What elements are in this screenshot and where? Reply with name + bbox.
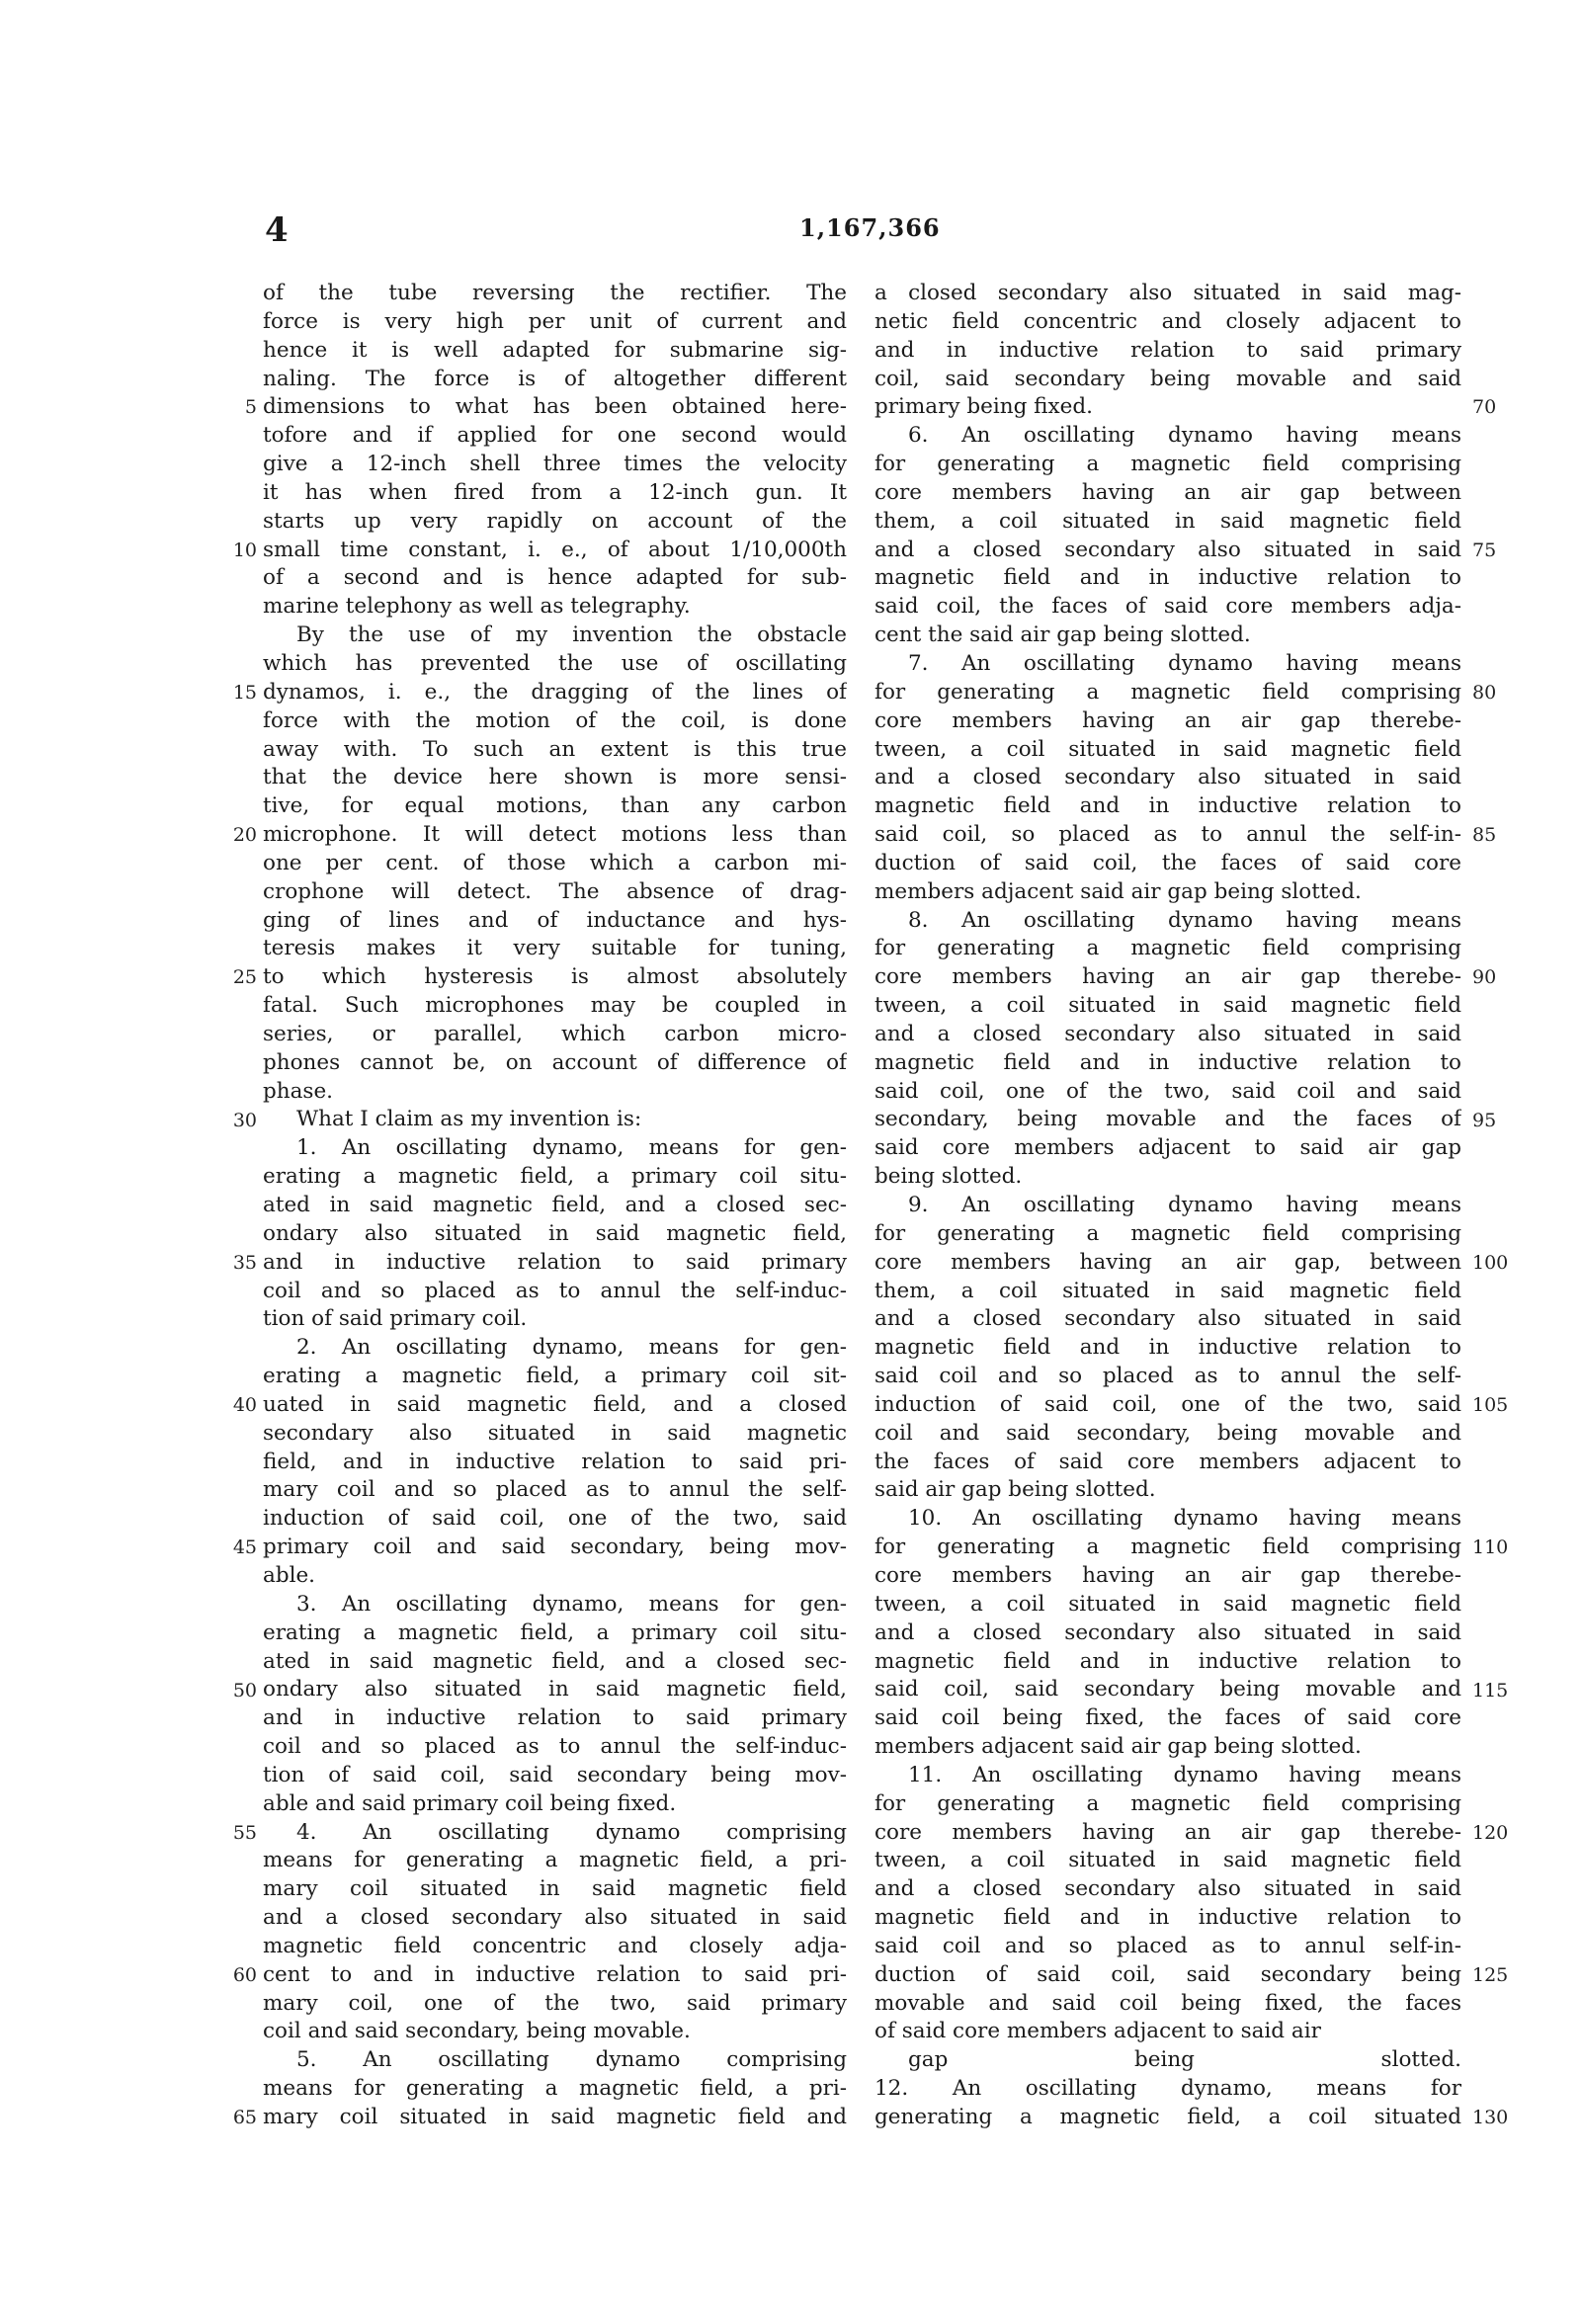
left-text-line: phones cannot be, on account of difference of <box>263 1049 847 1075</box>
left-text-line: secondary also situated in said magnetic <box>263 1420 847 1446</box>
left-text-line: able. <box>263 1562 316 1588</box>
line-number: 20 <box>232 824 257 847</box>
line-number: 110 <box>1472 1536 1509 1559</box>
right-text-line: coil, said secondary being movable and said <box>874 366 1461 391</box>
left-text-line: to which hysteresis is almost absolutely <box>263 964 847 990</box>
line-number: 15 <box>232 681 257 704</box>
line-number: 100 <box>1472 1251 1509 1274</box>
left-text-line: marine telephony as well as telegraphy. <box>263 594 691 620</box>
left-text-line: ondary also situated in said magnetic field, <box>263 1220 847 1246</box>
right-text-line: 7. An oscillating dynamo having means <box>908 650 1461 676</box>
right-text-line: induction of said coil, one of the two, said <box>874 1391 1461 1417</box>
right-text-line: duction of said coil, said secondary being <box>874 1961 1461 1987</box>
left-text-line: erating a magnetic field, a primary coil situ- <box>263 1619 847 1645</box>
left-text-line: force is very high per unit of current and <box>263 308 847 334</box>
left-text-line: phase. <box>263 1078 334 1104</box>
right-text-line: and a closed secondary also situated in said <box>874 1619 1461 1645</box>
right-text-line: 6. An oscillating dynamo having means <box>908 423 1461 449</box>
left-text-line: and in inductive relation to said primary <box>263 1705 847 1731</box>
right-text-line: and a closed secondary also situated in said <box>874 1876 1461 1902</box>
right-text-line: core members having an air gap between <box>874 479 1461 505</box>
left-text-line: means for generating a magnetic field, a pri- <box>263 1848 847 1873</box>
right-text-line: said coil and so placed as to annul the self- <box>874 1364 1461 1389</box>
right-text-line: members adjacent said air gap being slotted. <box>874 878 1362 904</box>
right-text-line: magnetic field and in inductive relation to <box>874 1049 1461 1075</box>
left-text-line: and in inductive relation to said primary <box>263 1249 847 1275</box>
line-number: 115 <box>1472 1679 1509 1702</box>
right-text-line: for generating a magnetic field comprising <box>874 1220 1461 1246</box>
line-number: 10 <box>232 539 257 561</box>
right-text-line: for generating a magnetic field comprising <box>874 452 1461 477</box>
right-text-line: said coil, said secondary being movable and <box>874 1677 1461 1702</box>
left-text-line: starts up very rapidly on account of the <box>263 508 847 534</box>
left-text-line: hence it is well adapted for submarine sig- <box>263 337 847 363</box>
right-text-line: core members having an air gap therebe- <box>874 964 1461 990</box>
right-text-line: core members having an air gap therebe- <box>874 707 1461 733</box>
right-text-line: 12. An oscillating dynamo, means for <box>874 2076 1461 2102</box>
line-number: 50 <box>232 1679 257 1702</box>
line-number: 40 <box>232 1394 257 1417</box>
line-number: 95 <box>1472 1109 1497 1131</box>
left-text-line: of a second and is hence adapted for sub- <box>263 565 847 591</box>
right-text-column <box>874 280 1461 2132</box>
left-text-line: tion of said coil, said secondary being mov- <box>263 1762 847 1787</box>
right-text-line: cent the said air gap being slotted. <box>874 622 1251 648</box>
left-text-line: 5. An oscillating dynamo comprising <box>296 2047 847 2073</box>
left-text-line: able and said primary coil being fixed. <box>263 1790 677 1816</box>
line-number: 80 <box>1472 681 1497 704</box>
right-text-line: them, a coil situated in said magnetic field <box>874 1278 1461 1303</box>
line-number: 55 <box>232 1821 257 1844</box>
left-text-line: ated in said magnetic field, and a closed sec- <box>263 1193 847 1217</box>
left-text-line: induction of said coil, one of the two, said <box>263 1506 847 1532</box>
right-text-line: for generating a magnetic field comprising <box>874 1535 1461 1560</box>
right-text-line: core members having an air gap therebe- <box>874 1819 1461 1845</box>
right-text-line: the faces of said core members adjacent to <box>874 1449 1461 1474</box>
right-text-line: members adjacent said air gap being slotted. <box>874 1734 1362 1760</box>
left-text-line: mary coil situated in said magnetic field and <box>263 2105 847 2129</box>
right-text-line: tween, a coil situated in said magnetic field <box>874 1848 1461 1873</box>
right-text-line: duction of said coil, the faces of said core <box>874 850 1461 875</box>
patent-number: 1,167,366 <box>799 213 941 242</box>
line-number: 60 <box>232 1964 257 1987</box>
line-number: 125 <box>1472 1964 1509 1987</box>
right-text-line: tween, a coil situated in said magnetic field <box>874 993 1461 1019</box>
line-number: 70 <box>1472 396 1497 419</box>
left-text-line: give a 12-inch shell three times the velocity <box>263 452 847 477</box>
left-text-line: 1. An oscillating dynamo, means for gen- <box>296 1135 847 1161</box>
left-text-line: force with the motion of the coil, is done <box>263 707 847 733</box>
left-text-line: field, and in inductive relation to said pri- <box>263 1449 847 1474</box>
line-number: 5 <box>244 396 257 419</box>
left-text-line: coil and so placed as to annul the self-induc- <box>263 1734 847 1760</box>
right-text-line: magnetic field and in inductive relation to <box>874 565 1461 591</box>
right-text-line: for generating a magnetic field comprising <box>874 679 1461 705</box>
right-text-line: gap being slotted. <box>908 2047 1461 2073</box>
left-text-column <box>263 280 847 2132</box>
left-text-line: series, or parallel, which carbon micro- <box>263 1021 847 1046</box>
right-text-line: a closed secondary also situated in said mag- <box>874 281 1461 305</box>
line-number: 130 <box>1472 2107 1509 2129</box>
right-text-line: for generating a magnetic field comprising <box>874 1790 1461 1816</box>
right-text-line: netic field concentric and closely adjacent to <box>874 308 1461 334</box>
line-number: 90 <box>1472 966 1497 989</box>
line-number: 120 <box>1472 1821 1509 1844</box>
line-number: 75 <box>1472 539 1497 561</box>
left-text-line: 2. An oscillating dynamo, means for gen- <box>296 1335 847 1361</box>
right-text-line: said coil, the faces of said core members adja- <box>874 594 1461 620</box>
left-text-line: By the use of my invention the obstacle <box>296 622 847 648</box>
left-text-line: mary coil and so placed as to annul the self- <box>263 1477 847 1503</box>
left-text-line: dynamos, i. e., the dragging of the lines of <box>263 679 847 705</box>
right-text-line: for generating a magnetic field comprising <box>874 936 1461 961</box>
right-text-line: and in inductive relation to said primary <box>874 337 1461 363</box>
left-text-line: coil and so placed as to annul the self-induc- <box>263 1278 847 1303</box>
left-text-line: magnetic field concentric and closely adja- <box>263 1933 847 1958</box>
left-text-line: one per cent. of those which a carbon mi- <box>263 850 847 875</box>
right-text-line: primary being fixed. <box>874 394 1093 420</box>
right-text-line: 8. An oscillating dynamo having means <box>908 907 1461 933</box>
left-text-line: erating a magnetic field, a primary coil situ- <box>263 1164 847 1190</box>
right-text-line: said coil and so placed as to annul self-in- <box>874 1933 1461 1958</box>
left-text-line: it has when fired from a 12-inch gun. It <box>263 479 847 505</box>
left-text-line: dimensions to what has been obtained here- <box>263 394 847 420</box>
right-text-line: magnetic field and in inductive relation to <box>874 1335 1461 1361</box>
left-text-line: crophone will detect. The absence of drag- <box>263 878 847 904</box>
left-text-line: ated in said magnetic field, and a closed sec- <box>263 1648 847 1674</box>
right-text-line: and a closed secondary also situated in said <box>874 1306 1461 1332</box>
left-text-line: mary coil, one of the two, said primary <box>263 1990 847 2016</box>
right-text-line: being slotted. <box>874 1164 1023 1190</box>
right-text-line: magnetic field and in inductive relation to <box>874 1905 1461 1931</box>
right-text-line: said core members adjacent to said air gap <box>874 1135 1461 1161</box>
left-text-line: means for generating a magnetic field, a pri- <box>263 2076 847 2102</box>
left-text-line: 3. An oscillating dynamo, means for gen- <box>296 1591 847 1617</box>
right-text-line: tween, a coil situated in said magnetic field <box>874 1591 1461 1617</box>
left-text-line: coil and said secondary, being movable. <box>263 2019 691 2044</box>
left-text-line: primary coil and said secondary, being mov- <box>263 1535 847 1560</box>
left-text-line: mary coil situated in said magnetic field <box>263 1876 847 1902</box>
left-text-line: of the tube reversing the rectifier. The <box>263 281 847 305</box>
left-text-line: ging of lines and of inductance and hys- <box>263 907 847 933</box>
right-text-line: coil and said secondary, being movable and <box>874 1420 1461 1446</box>
left-text-line: which has prevented the use of oscillating <box>263 650 847 676</box>
left-text-line: tofore and if applied for one second would <box>263 423 847 449</box>
line-number: 85 <box>1472 824 1497 847</box>
line-number: 65 <box>232 2107 257 2129</box>
right-text-line: movable and said coil being fixed, the faces <box>874 1990 1461 2016</box>
left-text-line: ondary also situated in said magnetic field, <box>263 1677 847 1702</box>
left-text-line: uated in said magnetic field, and a closed <box>263 1391 847 1417</box>
left-text-line: erating a magnetic field, a primary coil sit- <box>263 1364 847 1389</box>
right-text-line: 9. An oscillating dynamo having means <box>908 1193 1461 1217</box>
page-number: 4 <box>265 210 290 250</box>
right-text-line: core members having an air gap, between <box>874 1249 1461 1275</box>
left-text-line: that the device here shown is more sensi- <box>263 765 847 790</box>
right-text-line: said coil, one of the two, said coil and said <box>874 1078 1461 1104</box>
right-text-line: and a closed secondary also situated in said <box>874 1021 1461 1046</box>
right-text-line: said coil, so placed as to annul the self-in- <box>874 822 1461 848</box>
left-text-line: small time constant, i. e., of about 1/10,000th <box>263 537 847 562</box>
right-text-line: them, a coil situated in said magnetic field <box>874 508 1461 534</box>
right-text-line: 10. An oscillating dynamo having means <box>908 1506 1461 1532</box>
right-text-line: generating a magnetic field, a coil situated <box>874 2105 1461 2129</box>
line-number: 30 <box>232 1109 257 1131</box>
right-text-line: said coil being fixed, the faces of said core <box>874 1705 1461 1731</box>
right-text-line: said air gap being slotted. <box>874 1477 1156 1503</box>
right-text-line: and a closed secondary also situated in said <box>874 537 1461 562</box>
left-text-line: naling. The force is of altogether different <box>263 366 847 391</box>
left-text-line: What I claim as my invention is: <box>296 1107 642 1132</box>
left-text-line: away with. To such an extent is this true <box>263 736 847 762</box>
left-text-line: tion of said primary coil. <box>263 1306 528 1332</box>
left-text-line: fatal. Such microphones may be coupled in <box>263 993 847 1019</box>
right-text-line: secondary, being movable and the faces of <box>874 1107 1461 1132</box>
line-number: 45 <box>232 1536 257 1559</box>
right-text-line: tween, a coil situated in said magnetic field <box>874 736 1461 762</box>
left-text-line: 4. An oscillating dynamo comprising <box>296 1819 847 1845</box>
line-number: 105 <box>1472 1394 1509 1417</box>
right-text-line: and a closed secondary also situated in said <box>874 765 1461 790</box>
left-text-line: cent to and in inductive relation to said pri- <box>263 1961 847 1987</box>
right-text-line: 11. An oscillating dynamo having means <box>908 1762 1461 1787</box>
line-number: 35 <box>232 1251 257 1274</box>
right-text-line: magnetic field and in inductive relation to <box>874 793 1461 819</box>
left-text-line: tive, for equal motions, than any carbon <box>263 793 847 819</box>
right-text-line: magnetic field and in inductive relation to <box>874 1648 1461 1674</box>
line-number: 25 <box>232 966 257 989</box>
right-text-line: of said core members adjacent to said air <box>874 2019 1321 2044</box>
left-text-line: teresis makes it very suitable for tuning, <box>263 936 847 961</box>
left-text-line: and a closed secondary also situated in said <box>263 1905 847 1931</box>
right-text-line: core members having an air gap therebe- <box>874 1562 1461 1588</box>
left-text-line: microphone. It will detect motions less than <box>263 822 847 848</box>
